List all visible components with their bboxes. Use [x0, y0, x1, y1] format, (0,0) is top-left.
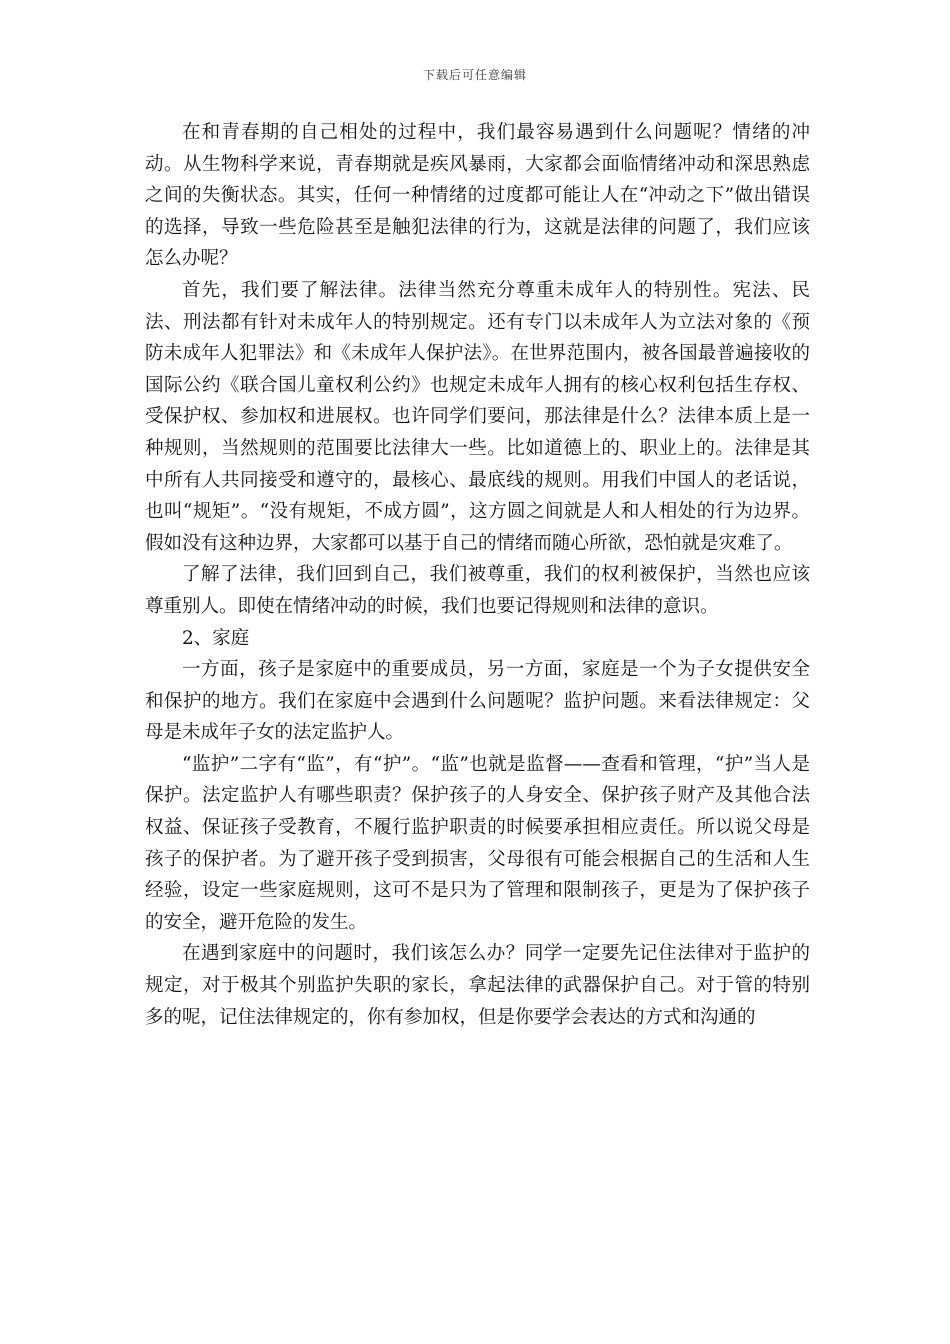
section-heading-family: 2、家庭 — [182, 627, 250, 649]
paragraph-guardianship: “监护”二字有“监”，有“护”。“监”也就是监督——查看和管理，“护”当人是保护。法定监护人有哪些职责？保护孩子的人身安全、保护孩子财产及其他合法权益、保证孩子受教育，不履行监护职责的时候要承担相应责任。所以说父母是孩子的保护者。为了避开孩子受到损害，父母很有可能会根据自己的生活和人生经验，设定一些家庭规则，这可不是只为了管理和限制孩子，更是为了保护孩子的安全，避开危险的发生。 — [145, 753, 810, 933]
document-body — [145, 117, 810, 1033]
paragraph-family-intro: 一方面，孩子是家庭中的重要成员，另一方面，家庭是一个为子女提供安全和保护的地方。我们在家庭中会遇到什么问题呢？监护问题。来看法律规定：父母是未成年子女的法定监护人。 — [145, 659, 810, 744]
paragraph-understand-law: 首先，我们要了解法律。法律当然充分尊重未成年人的特别性。宪法、民法、刑法都有针对未成年人的特别规定。还有专门以未成年人为立法对象的《预防未成年人犯罪法》和《未成年人保护法》。在世界范围内，被各国最普遍接收的国际公约《联合国儿童权利公约》也规定未成年人拥有的核心权利包括生存权、受保护权、参加权和进展权。也许同学们要问，那法律是什么？法律本质上是一种规则，当然规则的范围要比法律大一些。比如道德上的、职业上的。法律是其中所有人共同接受和遵守的，最核心、最底线的规则。用我们中国人的老话说，也叫“规矩”。“没有规矩，不成方圆”，这方圆之间就是人和人相处的行为边界。假如没有这种边界，大家都可以基于自己的情绪而随心所欲，恐怕就是灾难了。 — [145, 279, 810, 554]
page-header: 下载后可任意编辑 — [422, 68, 527, 82]
paragraph-respect-others: 了解了法律，我们回到自己，我们被尊重，我们的权利被保护，当然也应该尊重别人。即使在情绪冲动的时候，我们也要记得规则和法律的意识。 — [145, 564, 810, 617]
paragraph-family-problems: 在遇到家庭中的问题时，我们该怎么办？同学一定要先记住法律对于监护的规定，对于极其个别监护失职的家长，拿起法律的武器保护自己。对于管的特别多的呢，记住法律规定的，你有参加权，但是你要学会表达的方式和沟通的 — [145, 943, 810, 1028]
paragraph-adolescence: 在和青春期的自己相处的过程中，我们最容易遇到什么问题呢？情绪的冲动。从生物科学来说，青春期就是疾风暴雨，大家都会面临情绪冲动和深思熟虑之间的失衡状态。其实，任何一种情绪的过度都可能让人在“冲动之下”做出错误的选择，导致一些危险甚至是触犯法律的行为，这就是法律的问题了，我们应该怎么办呢？ — [145, 122, 810, 270]
